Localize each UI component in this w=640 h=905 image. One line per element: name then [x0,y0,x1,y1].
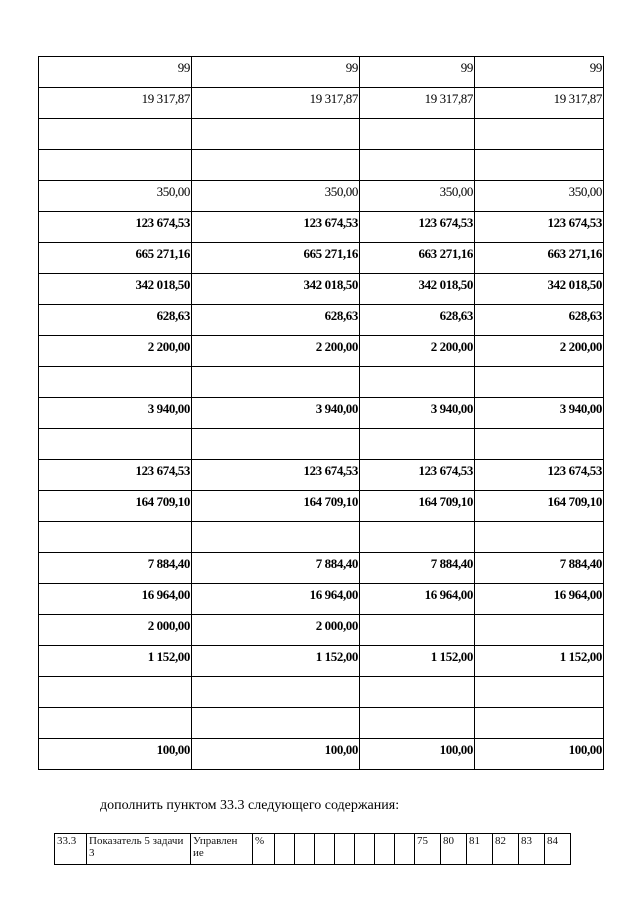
table-cell [39,305,192,336]
table-cell [475,553,604,584]
cell-value: 99 [177,60,190,75]
cell-value: 123 674,53 [418,463,473,478]
table-cell [39,491,192,522]
table-cell [39,212,192,243]
cell-value: 16 964,00 [424,587,473,602]
cell-value: 2 200,00 [430,339,473,354]
cell-value: 342 018,50 [135,277,190,292]
table-row [39,181,604,212]
table-cell [192,615,360,646]
table-cell [360,336,475,367]
cell-value [192,119,358,122]
table-row [39,491,604,522]
cell-value: 19 317,87 [424,91,473,106]
table-cell [192,243,360,274]
cell-value: 342 018,50 [418,277,473,292]
table-cell [39,336,192,367]
table-cell [475,88,604,119]
indicator-cell: % [253,834,275,865]
cell-value: 3 940,00 [559,401,602,416]
table-cell [475,739,604,770]
table-cell [192,57,360,88]
cell-value: 628,63 [156,308,190,323]
cell-value [475,708,602,711]
table-cell [360,739,475,770]
table-cell [475,336,604,367]
cell-value [39,708,190,711]
table-cell [360,305,475,336]
cell-value [475,522,602,525]
cell-value [475,367,602,370]
cell-value: 100,00 [568,742,602,757]
indicator-cell: Показатель 5 задачи 3 [87,834,191,865]
table-cell [360,398,475,429]
table-cell [192,460,360,491]
table-cell [475,305,604,336]
indicator-cell: 75 [415,834,441,865]
cell-value: 99 [345,60,358,75]
table-cell [39,553,192,584]
table-row [39,708,604,739]
cell-value [475,150,602,153]
cell-value [39,522,190,525]
cell-value: 2 200,00 [147,339,190,354]
cell-value: 342 018,50 [547,277,602,292]
table-cell [360,150,475,181]
cell-value [192,708,358,711]
cell-value: 663 271,16 [547,246,602,261]
table-cell [39,739,192,770]
cell-value: 123 674,53 [135,215,190,230]
cell-value: 100,00 [156,742,190,757]
table-cell [39,119,192,150]
cell-value [360,367,473,370]
table-cell [475,491,604,522]
table-row [39,429,604,460]
table-row [39,522,604,553]
table-cell [39,708,192,739]
indicator-cell [315,834,335,865]
indicator-row [55,834,571,865]
cell-value: 1 152,00 [430,649,473,664]
table-cell [39,274,192,305]
cell-value: 7 884,40 [430,556,473,571]
cell-value: 16 964,00 [553,587,602,602]
table-cell [39,522,192,553]
table-cell [475,212,604,243]
table-cell [192,119,360,150]
amendment-note: дополнить пунктом 33.3 следующего содержания: [100,798,400,813]
cell-value: 350,00 [156,184,190,199]
table-cell [192,739,360,770]
cell-value: 3 940,00 [147,401,190,416]
table-cell [192,398,360,429]
table-cell [192,429,360,460]
indicator-cell: 84 [545,834,571,865]
table-cell [475,398,604,429]
table-row [39,305,604,336]
cell-value: 16 964,00 [309,587,358,602]
table-cell [475,677,604,708]
table-cell [192,367,360,398]
table-row [39,739,604,770]
table-cell [475,243,604,274]
table-cell [475,708,604,739]
cell-value: 2 200,00 [559,339,602,354]
indicator-cell: 82 [493,834,519,865]
cell-value: 100,00 [439,742,473,757]
cell-value [360,522,473,525]
table-cell [39,584,192,615]
indicator-cell [335,834,355,865]
table-row [39,57,604,88]
cell-value [475,677,602,680]
cell-value [360,150,473,153]
table-row [39,150,604,181]
budget-table [38,56,604,770]
cell-value [360,429,473,432]
cell-value: 164 709,10 [303,494,358,509]
table-cell [192,491,360,522]
cell-value: 665 271,16 [135,246,190,261]
cell-value: 2 000,00 [147,618,190,633]
indicator-cell: 80 [441,834,467,865]
cell-value: 350,00 [568,184,602,199]
cell-value [360,708,473,711]
cell-value: 19 317,87 [141,91,190,106]
indicator-cell [295,834,315,865]
table-row [39,88,604,119]
cell-value: 123 674,53 [547,463,602,478]
table-cell [360,429,475,460]
table-row [39,460,604,491]
indicator-table-body [55,834,571,865]
cell-value: 628,63 [324,308,358,323]
table-cell [192,305,360,336]
table-cell [39,88,192,119]
cell-value: 164 709,10 [135,494,190,509]
cell-value: 3 940,00 [430,401,473,416]
indicator-cell: 81 [467,834,493,865]
indicator-cell: Управлен ие [191,834,253,865]
cell-value: 2 200,00 [315,339,358,354]
cell-value: 3 940,00 [315,401,358,416]
table-row [39,119,604,150]
table-cell [360,88,475,119]
table-cell [192,646,360,677]
table-cell [475,274,604,305]
table-cell [39,429,192,460]
cell-value: 2 000,00 [315,618,358,633]
table-cell [360,646,475,677]
cell-value [475,429,602,432]
table-cell [360,615,475,646]
table-row [39,553,604,584]
cell-value [192,677,358,680]
cell-value: 350,00 [324,184,358,199]
table-cell [192,522,360,553]
table-cell [360,181,475,212]
cell-value [192,367,358,370]
table-cell [475,119,604,150]
table-cell [192,708,360,739]
table-cell [475,181,604,212]
table-cell [39,398,192,429]
table-cell [192,274,360,305]
table-row [39,367,604,398]
table-cell [360,367,475,398]
table-cell [475,57,604,88]
table-row [39,274,604,305]
table-cell [360,119,475,150]
indicator-table [54,833,571,865]
table-cell [192,677,360,708]
table-cell [39,460,192,491]
cell-value [360,119,473,122]
cell-value [192,522,358,525]
table-cell [360,57,475,88]
cell-value: 1 152,00 [147,649,190,664]
cell-value [360,677,473,680]
table-row [39,677,604,708]
cell-value [360,615,473,618]
table-cell [39,615,192,646]
table-cell [360,212,475,243]
cell-value [39,429,190,432]
cell-value [475,119,602,122]
table-cell [39,367,192,398]
cell-value: 342 018,50 [303,277,358,292]
table-row [39,615,604,646]
table-row [39,336,604,367]
table-cell [192,212,360,243]
cell-value: 1 152,00 [559,649,602,664]
table-row [39,398,604,429]
cell-value: 665 271,16 [303,246,358,261]
table-cell [192,150,360,181]
cell-value: 628,63 [439,308,473,323]
table-cell [39,243,192,274]
table-cell [192,336,360,367]
table-cell [475,584,604,615]
table-row [39,584,604,615]
cell-value: 7 884,40 [315,556,358,571]
cell-value: 7 884,40 [147,556,190,571]
table-cell [360,708,475,739]
cell-value [475,615,602,618]
cell-value: 100,00 [324,742,358,757]
table-cell [39,677,192,708]
cell-value: 663 271,16 [418,246,473,261]
cell-value: 16 964,00 [141,587,190,602]
cell-value [192,429,358,432]
table-cell [475,429,604,460]
table-cell [360,553,475,584]
table-cell [39,150,192,181]
table-cell [475,646,604,677]
table-cell [475,150,604,181]
cell-value: 99 [589,60,602,75]
cell-value: 164 709,10 [418,494,473,509]
indicator-cell: 83 [519,834,545,865]
table-row [39,212,604,243]
cell-value [39,367,190,370]
cell-value [192,150,358,153]
table-cell [360,677,475,708]
table-cell [475,460,604,491]
table-row [39,243,604,274]
cell-value: 123 674,53 [135,463,190,478]
table-cell [39,57,192,88]
cell-value: 123 674,53 [303,215,358,230]
table-cell [39,181,192,212]
cell-value: 628,63 [568,308,602,323]
cell-value: 99 [460,60,473,75]
cell-value [39,150,190,153]
table-cell [192,88,360,119]
table-cell [192,181,360,212]
table-cell [475,615,604,646]
table-cell [360,584,475,615]
table-cell [192,553,360,584]
cell-value: 164 709,10 [547,494,602,509]
cell-value: 123 674,53 [418,215,473,230]
cell-value [39,677,190,680]
table-cell [192,584,360,615]
cell-value: 123 674,53 [547,215,602,230]
cell-value: 19 317,87 [309,91,358,106]
table-cell [360,274,475,305]
budget-table-body [39,57,604,770]
indicator-cell [375,834,395,865]
table-cell [360,460,475,491]
cell-value: 7 884,40 [559,556,602,571]
table-row [39,646,604,677]
table-cell [360,243,475,274]
indicator-cell [355,834,375,865]
table-cell [39,646,192,677]
cell-value: 1 152,00 [315,649,358,664]
indicator-cell: 33.3 [55,834,87,865]
cell-value [39,119,190,122]
indicator-cell [395,834,415,865]
table-cell [475,367,604,398]
table-cell [360,522,475,553]
indicator-cell [275,834,295,865]
cell-value: 123 674,53 [303,463,358,478]
cell-value: 350,00 [439,184,473,199]
table-cell [475,522,604,553]
cell-value: 19 317,87 [553,91,602,106]
table-cell [360,491,475,522]
